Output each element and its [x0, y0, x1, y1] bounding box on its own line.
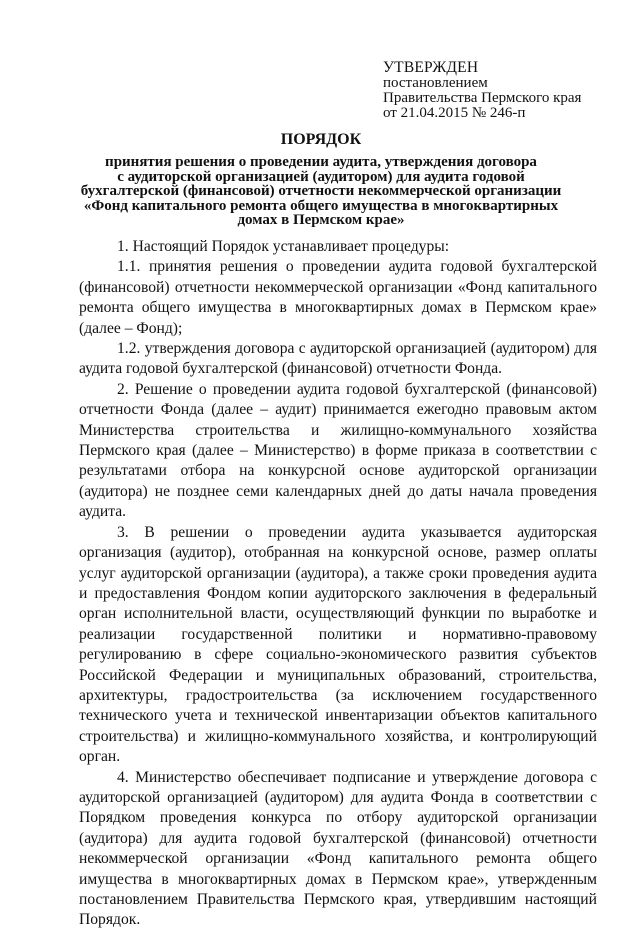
approval-block — [383, 60, 623, 121]
document-subtitle-line: бухгалтерской (финансовой) отчетности некоммерческой организации — [80, 183, 562, 200]
paragraph-4: 4. Министерство обеспечивает подписание и утверждение договора с аудиторской организацией (аудитором) для аудита Фонда в соответствии с Порядком проведения конкурса по отбору аудиторской организации (аудитора) для аудита годовой бухгалтерской (финансовой) отчетности некоммерческой организации «Фонд капитального ремонта общего имущества в многоквартирных домах в Пермском крае», утвержденным постановлением Правительства Пермского края, утвердившим настоящий Порядок. — [79, 768, 597, 929]
document-heading — [70, 131, 572, 228]
document-title: ПОРЯДОК — [280, 131, 362, 148]
document-body — [79, 237, 597, 931]
paragraph-1-2: 1.2. утверждения договора с аудиторской организацией (аудитором) для аудита годовой бухгалтерской (финансовой) отчетности Фонда. — [79, 340, 597, 378]
approval-line: Правительства Пермского края — [383, 90, 582, 106]
paragraph-1-1: 1.1. принятия решения о проведении аудита годовой бухгалтерской (финансовой) отчетности некоммерческой организации «Фонд капитального ремонта общего имущества в многоквартирных домах в Пермском крае» (далее – Фонд); — [79, 258, 597, 337]
paragraph-1: 1. Настоящий Порядок устанавливает процедуры: — [117, 238, 450, 255]
approval-stamp: УТВЕРЖДЕН — [383, 59, 479, 76]
approval-line: от 21.04.2015 № 246-п — [383, 105, 526, 121]
document-subtitle-line: «Фонд капитального ремонта общего имущества в многоквартирных — [83, 197, 559, 214]
paragraph-2: 2. Решение о проведении аудита годовой бухгалтерской (финансовой) отчетности Фонда (далее – аудит) принимается ежегодно правовым актом Министерства строительства и жилищно-коммунального хозяйства Пермского края (далее – Министерство) в форме приказа в соответствии с результатами отбора на конкурсной основе аудиторской организации (аудитора) не позднее семи календарных дней до даты начала проведения аудита. — [79, 380, 597, 521]
document-subtitle-line: с аудиторской организацией (аудитором) для аудита годовой — [117, 168, 525, 185]
document-subtitle-line: принятия решения о проведении аудита, утверждения договора — [105, 154, 537, 170]
approval-line: постановлением — [383, 75, 488, 91]
paragraph-3: 3. В решении о проведении аудита указывается аудиторская организация (аудитор), отобранная на конкурсной основе, размер оплаты услуг аудиторской организации (аудитора), а также сроки проведения аудита и предоставления Фондом копии аудиторского заключения в федеральный орган исполнительной власти, осуществляющий функции по выработке и реализации государственной политики и нормативно-правовому регулированию в сфере социально-экономического развития субъектов Российской Федерации и муниципальных образований, строительства, архитектуры, градостроительства (за исключением государственного технического учета и технической инвентаризации объектов капитального строительства) и жилищно-коммунального хозяйства, и контролирующий орган. — [79, 523, 597, 766]
document-subtitle-line: домах в Пермском крае» — [237, 212, 405, 229]
